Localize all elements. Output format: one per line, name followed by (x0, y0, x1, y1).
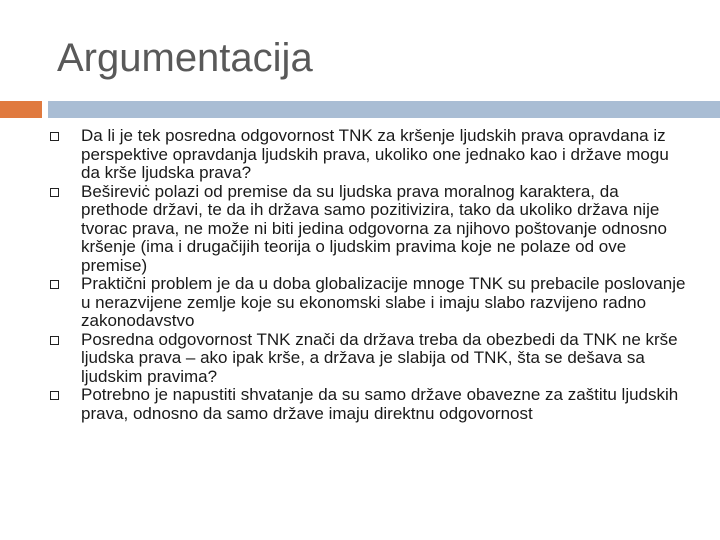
title-accent-bar (0, 101, 42, 118)
title-divider-bar (48, 101, 720, 118)
bullet-item (50, 331, 690, 387)
hollow-square-icon (50, 391, 59, 400)
bullet-text: Da li je tek posredna odgovornost TNK za kršenje ljudskih prava opravdana iz perspektive opravdanja ljudskih prava, ukoliko one jednako kao i države mogu da krše ljudska prava? (81, 126, 669, 182)
bullet-item (50, 386, 690, 423)
hollow-square-icon (50, 188, 59, 197)
hollow-square-icon (50, 132, 59, 141)
hollow-square-icon (50, 280, 59, 289)
bullet-text: Bešireviċ polazi od premise da su ljudska prava moralnog karaktera, da prethode državi, te da ih država samo pozitivizira, tako da ukoliko država nije tvorac prava, ne može ni biti jedina odgovorna za njihovo poštovanje odnosno kršenje (ima i drugačijih teorija o ljudskim pravima koje ne polaze od ove premise) (81, 181, 667, 275)
bullet-item (50, 127, 690, 183)
bullet-list (50, 127, 690, 423)
bullet-text: Posredna odgovornost TNK znači da država treba da obezbedi da TNK ne krše ljudska prava – ako ipak krše, a država je slabija od TNK, šta se dešava sa ljudskim pravima? (81, 329, 678, 386)
bullet-item (50, 275, 690, 331)
slide-title: Argumentacija (57, 36, 313, 80)
bullet-text: Potrebno je napustiti shvatanje da su samo države obavezne za zaštitu ljudskih prava, odnosno da samo države imaju direktnu odgovornost (81, 385, 679, 423)
bullet-text: Praktični problem je da u doba globalizacije mnoge TNK su prebacile poslovanje u nerazvijene zemlje koje su ekonomski slabe i imaju slabo razvijeno radno zakonodavstvo (81, 274, 686, 330)
hollow-square-icon (50, 336, 59, 345)
bullet-item (50, 183, 690, 276)
